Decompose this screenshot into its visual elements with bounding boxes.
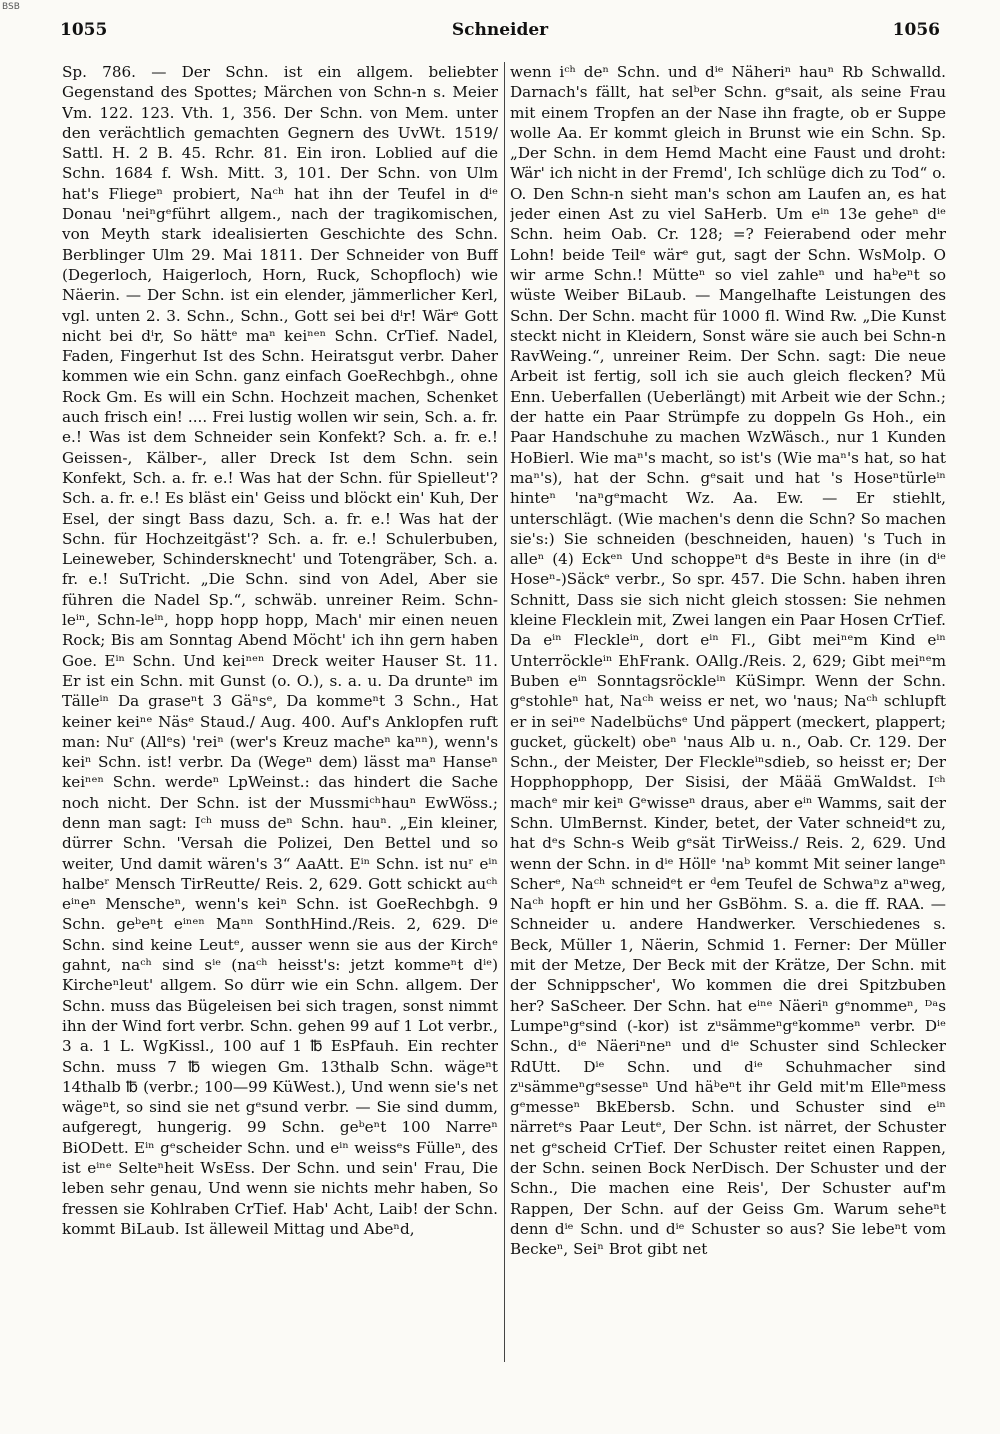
right-column-text: wenn iᶜʰ deⁿ Schn. und dⁱᵉ Näheriⁿ hauⁿ Rb Schwalld. Darnach's fällt, hat selᵇer Schn. gᵉsait, als seine Frau mit einem Tropfen an der Nase ihn fragte, ob er Suppe wolle Aa. Er kommt gleich in Brunst wie ein Schn. Sp. „Der Schn. in dem Hemd Macht eine Faust und droht: Wär' ich nicht in der Fremd', Ich schlüge dich zu Tod“ o. O. Den Schn-n sieht man's schon am Laufen an, es hat jeder einen Ast zu viel SaHerb. Um eⁱⁿ 13e geheⁿ dⁱᵉ Schn. heim Oab. Cr. 128; =? Feierabend oder mehr Lohn! beide Teilᵉ wärᵉ gut, sagt der Schn. WsMolp. O wir arme Schn.! Mütteⁿ so viel zahleⁿ und haᵇeⁿt so wüste Weiber BiLaub. — Mangelhafte Leistungen des Schn. Der Schn. macht für 1000 fl. Wind Rw. „Die Kunst steckt nicht in Kleidern, Sonst wäre sie auch bei Schn-n RavWeing.“, unreiner Reim. Der Schn. sagt: Die neue Arbeit ist fertig, soll ich sie auch gleich flecken? Mü Enn. Ueberfallen (Ueberlängt) mit Arbeit wie der Schn.; der hatte ein Paar Strümpfe zu doppeln Gs Hoh., ein Paar Handschuhe zu machen WzWäsch., nur 1 Kunden HoBierl. Wie maⁿ's macht, so ist's (Wie maⁿ's hat, so hat maⁿ's), hat der Schn. gᵉsait und hat 's Hoseⁿtürleⁱⁿ hinteⁿ 'naⁿgᵉmacht Wz. Aa. Ew. — Er stiehlt, unterschlägt. (Wie machen's denn die Schn? So machen sie's:) Sie schneiden (beschneiden, hauen) 's Tuch in alleⁿ (4) Eckᵉⁿ Und schoppeⁿt dᵃs Beste in ihre (in dⁱᵉ Hoseⁿ-)Säckᵉ verbr., So spr. 457. Die Schn. haben ihren Schnitt, Dass sie sich nicht gleich stossen: Sie nehmen kleine Flecklein mit, Zwei langen ein Paar Hosen CrTief. Da eⁱⁿ Fleckleⁱⁿ, dort eⁱⁿ Fl., Gibt meiⁿᵉm Kind eⁱⁿ Unterröckleⁱⁿ EhFrank. OAllg./Reis. 2, 629; Gibt meiⁿᵉm Buben eⁱⁿ Sonntagsröckleⁱⁿ KüSimpr. Wenn der Schn. gᵉstohleⁿ hat, Naᶜʰ weiss er net, wo 'naus; Naᶜʰ schlupft er in seiⁿᵉ Nadelbüchsᵉ Und päppert (meckert, plappert; gucket, gückelt) obeⁿ 'naus Alb u. n., Oab. Cr. 129. Der Schn., der Meister, Der Fleckleⁱⁿsdieb, so heisst er; Der Hopphopphopp, Der Sisisi, der Määä GmWaldst. Iᶜʰ machᵉ mir keiⁿ Gᵉwisseⁿ draus, aber eⁱⁿ Wamms, sait der Schn. UlmBernst. Kinder, betet, der Vater schneidᵉt zu, hat dᵉs Schn-s Weib gᵉsät TirWeiss./ Reis. 2, 629. Und wenn der Schn. in dⁱᵉ Höllᵉ 'naᵇ kommt Mit seiner langeⁿ Scherᵉ, Naᶜʰ schneidᵉt er ᵈem Teufel de Schwaⁿz aⁿweg, Naᶜʰ hopft er hin und her GsBöhm. S. a. die ff. RAA. — Schneider u. andere Handwerker. Verschiedenes s. Beck, Müller 1, Näerin, Schmid 1. Ferner: Der Müller mit der Metze, Der Beck mit der Krätze, Der Schn. mit der Schnippscher', Wo kommen die drei Spitzbuben her? SaScheer. Der Schn. hat eⁱⁿᵉ Näeriⁿ gᵉnommeⁿ, ᴰᵃs Lumpeⁿgᵉsind (-kor) ist zᵘsämmeⁿgᵉkommeⁿ verbr. Dⁱᵉ Schn., dⁱᵉ Näeriⁿneⁿ und dⁱᵉ Schuster sind Schlecker RdUtt. Dⁱᵉ Schn. und dⁱᵉ Schuhmacher sind zᵘsämmeⁿgᵉsesseⁿ Und häᵇeⁿt ihr Geld mit'm Elleⁿmess gᵉmesseⁿ BkEbersb. Schn. und Schuster sind eⁱⁿ närretᵉs Paar Leutᵉ, Der Schn. ist närret, der Schuster net gᵉscheid CrTief. Der Schuster reitet einen Rappen, der Schn. seinen Bock NerDisch. Der Schuster und der Schn., Die machen eine Reis', Der Schuster auf'm Rappen, Der Schn. auf der Geiss Gm. Warum seheⁿt denn dⁱᵉ Schn. und dⁱᵉ Schuster so aus? Sie lebeⁿt vom Beckeⁿ, Seiⁿ Brot gibt net	[510, 63, 946, 1259]
left-column	[62, 62, 498, 1382]
page-number-right: 1056	[892, 20, 940, 40]
library-stamp: BSB	[2, 2, 20, 12]
page-header	[60, 20, 940, 50]
right-column	[510, 62, 946, 1382]
page-number-left: 1055	[60, 20, 108, 40]
column-divider	[504, 62, 505, 1362]
running-title: Schneider	[451, 20, 549, 40]
left-column-text: Sp. 786. — Der Schn. ist ein allgem. beliebter Gegenstand des Spottes; Märchen von Schn-n s. Meier Vm. 122. 123. Vth. 1, 356. Der Schn. von Mem. unter den verächtlich gemachten Gegnern des UvWt. 1519/ Sattl. H. 2 B. 45. Rchr. 81. Ein iron. Loblied auf die Schn. 1684 f. Wsh. Mitt. 3, 101. Der Schn. von Ulm hat's Fliegeⁿ probiert, Naᶜʰ hat ihn der Teufel in dⁱᵉ Donau 'neiⁿgᵉführt allgem., nach der tragikomischen, von Meyth stark idealisierten Geschichte des Schn. Berblinger Ulm 29. Mai 1811. Der Schneider von Buff (Degerloch, Haigerloch, Horn, Ruck, Schopfloch) wie Näerin. — Der Schn. ist ein elender, jämmerlicher Kerl, vgl. unten 2. 3. Schn., Schn., Gott sei bei dⁱr! Wärᵉ Gott nicht bei dⁱr, So hättᵉ maⁿ keiⁿᵉⁿ Schn. CrTief. Nadel, Faden, Fingerhut Ist des Schn. Heiratsgut verbr. Daher kommen wie ein Schn. ganz einfach GoeRechbgh., ohne Rock Gm. Es will ein Schn. Hochzeit machen, Schenket auch frisch ein! .... Frei lustig wollen wir sein, Sch. a. fr. e.! Was ist dem Schneider sein Konfekt? Sch. a. fr. e.! Geissen-, Kälber-, aller Dreck Ist dem Schn. sein Konfekt, Sch. a. fr. e.! Was hat der Schn. für Spielleut'? Sch. a. fr. e.! Es bläst ein' Geiss und blöckt ein' Kuh, Der Esel, der singt Bass dazu, Sch. a. fr. e.! Was hat der Schn. für Hochzeitgäst'? Sch. a. fr. e.! Schulerbuben, Leineweber, Schindersknecht' und Totengräber, Sch. a. fr. e.! SuTricht. „Die Schn. sind von Adel, Aber sie führen die Nadel Sp.“, schwäb. unreiner Reim. Schn-leⁱⁿ, Schn-leⁱⁿ, hopp hopp hopp, Mach' mir einen neuen Rock; Bis am Sonntag Abend Möcht' ich ihn gern haben Goe. Eⁱⁿ Schn. Und keiⁿᵉⁿ Dreck weiter Hauser St. 11. Er ist ein Schn. mit Gunst (o. O.), s. a. u. Da drunteⁿ im Tälleⁱⁿ Da graseⁿt 3 Gäⁿsᵉ, Da kommeⁿt 3 Schn., Hat keiner keiⁿᵉ Näsᵉ Staud./ Aug. 400. Auf's Anklopfen ruft man: Nuʳ (Allᵉs) 'reiⁿ (wer's Kreuz macheⁿ kaⁿⁿ), wenn's keiⁿ Schn. ist! verbr. Da (Wegeⁿ dem) lässt maⁿ Hanseⁿ keiⁿᵉⁿ Schn. werdeⁿ LpWeinst.: das hindert die Sache noch nicht. Der Schn. ist der Mussmiᶜʰhauⁿ EwWöss.; denn man sagt: Iᶜʰ muss deⁿ Schn. hauⁿ. „Ein kleiner, dürrer Schn. 'Versah die Polizei, Den Bettel und so weiter, Und damit wären's 3“ AaAtt. Eⁱⁿ Schn. ist nuʳ eⁱⁿ halbeʳ Mensch TirReutte/ Reis. 2, 629. Gott schickt auᶜʰ eⁱⁿeⁿ Menscheⁿ, wenn's keiⁿ Schn. ist GoeRechbgh. 9 Schn. geᵇeⁿt eⁱⁿᵉⁿ Maⁿⁿ SonthHind./Reis. 2, 629. Dⁱᵉ Schn. sind keine Leutᵉ, ausser wenn sie aus der Kirchᵉ gahnt, naᶜʰ sind sⁱᵉ (naᶜʰ heisst's: jetzt kommeⁿt dⁱᵉ) Kircheⁿleut' allgem. So dürr wie ein Schn. allgem. Der Schn. muss das Bügeleisen bei sich tragen, sonst nimmt ihn der Wind fort verbr. Schn. gehen 99 auf 1 Lot verbr., 3 a. 1 L. WgKissl., 100 auf 1 ℔ EsPfauh. Ein rechter Schn. muss 7 ℔ wiegen Gm. 13thalb Schn. wägeⁿt 14thalb ℔ (verbr.; 100—99 KüWest.), Und wenn sie's net wägeⁿt, so sind sie net gᵉsund verbr. — Sie sind dumm, aufgeregt, hungerig. 99 Schn. geᵇeⁿt 100 Narreⁿ BiODett. Eⁱⁿ gᵉscheider Schn. und eⁱⁿ weissᵉs Fülleⁿ, des ist eⁱⁿᵉ Selteⁿheit WsEss. Der Schn. und sein' Frau, Die leben sehr genau, Und wenn sie nichts mehr haben, So fressen sie Kohlraben CrTief. Hab' Acht, Laib! der Schn. kommt BiLaub. Ist älleweil Mittag und Abeⁿd,	[62, 63, 498, 1238]
